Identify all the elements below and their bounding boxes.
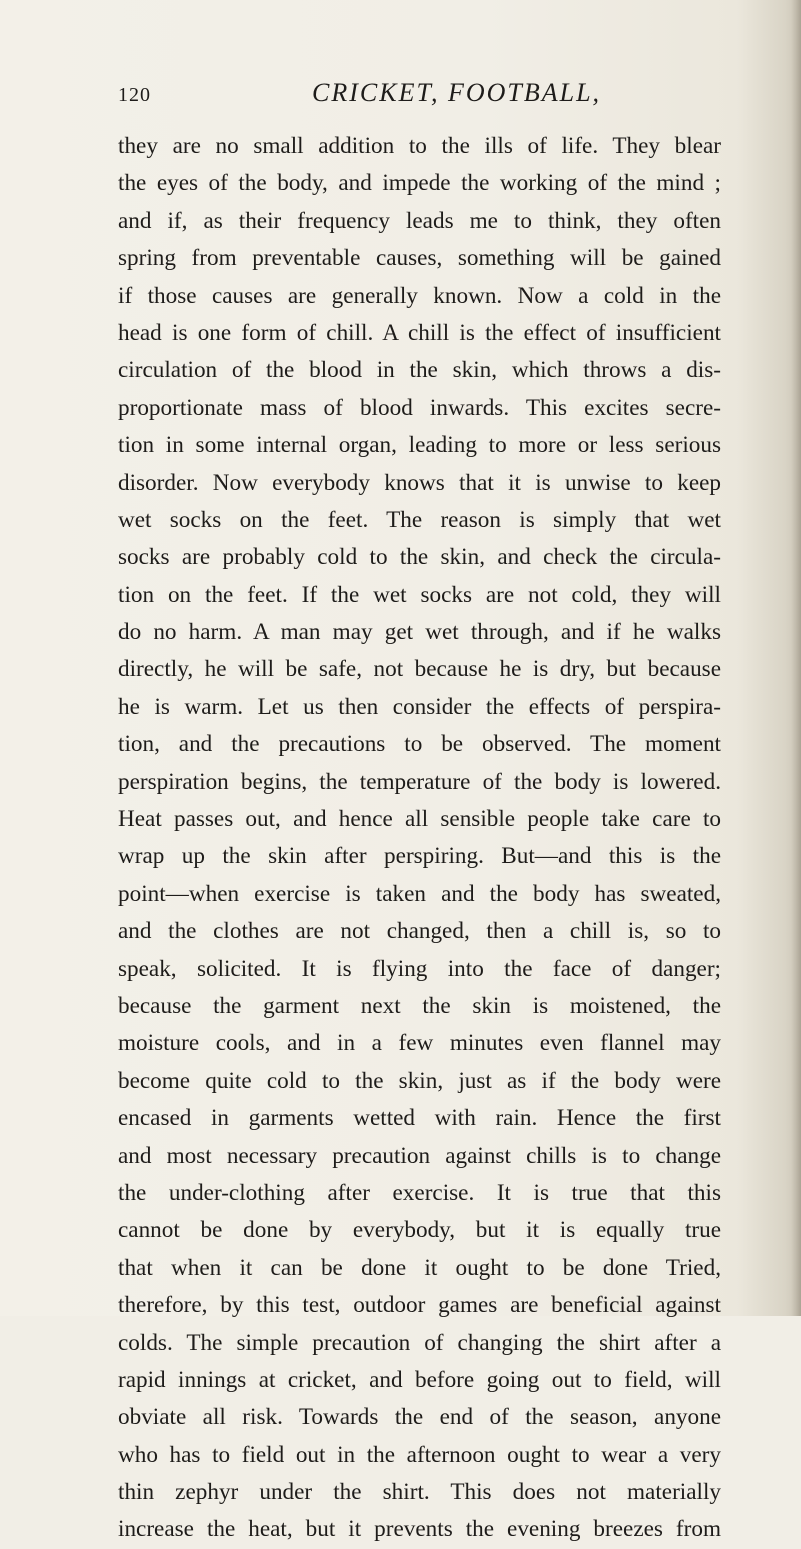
text-line: tion on the feet. If the wet socks are not cold, they will (118, 581, 721, 608)
text-line: wrap up the skin after perspiring. But—and this is the (118, 843, 721, 870)
text-line: therefore, by this test, outdoor games are beneficial against (118, 1292, 721, 1319)
text-line: he is warm. Let us then consider the effects of perspira- (118, 693, 721, 720)
text-line: if those causes are generally known. Now a cold in the (118, 282, 721, 309)
text-line: thin zephyr under the shirt. This does not materially (118, 1479, 721, 1506)
page-edge-shadow (791, 0, 801, 1316)
text-line: tion, and the precautions to be observed. The moment (118, 731, 721, 758)
text-line: they are no small addition to the ills of life. They blear (118, 133, 721, 159)
text-line: wet socks on the feet. The reason is simply that wet (118, 506, 721, 533)
text-line: and the clothes are not changed, then a chill is, so to (118, 918, 721, 945)
text-line: proportionate mass of blood inwards. This excites secre- (118, 394, 721, 421)
text-line: the under-clothing after exercise. It is true that this (118, 1179, 721, 1206)
text-line: head is one form of chill. A chill is the effect of insufficient (118, 319, 721, 346)
text-line: cannot be done by everybody, but it is equally true (118, 1217, 721, 1244)
text-line: and most necessary precaution against chills is to change (118, 1142, 721, 1169)
page-header (118, 78, 718, 112)
text-line: socks are probably cold to the skin, and check the circula- (118, 544, 721, 571)
text-line: disorder. Now everybody knows that it is unwise to keep (118, 469, 721, 496)
text-line: obviate all risk. Towards the end of the season, anyone (118, 1404, 721, 1431)
page-number: 120 (118, 84, 151, 106)
text-line: become quite cold to the skin, just as if the body were (118, 1067, 721, 1094)
text-line: speak, solicited. It is flying into the face of danger; (118, 955, 721, 982)
text-line: spring from preventable causes, something will be gained (118, 245, 721, 272)
text-line: that when it can be done it ought to be done Tried, (118, 1254, 721, 1281)
text-line: and if, as their frequency leads me to think, they often (118, 207, 721, 234)
text-line: rapid innings at cricket, and before going out to field, will (118, 1366, 721, 1393)
text-line: because the garment next the skin is moistened, the (118, 992, 721, 1019)
running-title: CRICKET, FOOTBALL, (312, 78, 602, 107)
text-line: who has to field out in the afternoon ought to wear a very (118, 1441, 721, 1468)
text-line: the eyes of the body, and impede the working of the mind ; (118, 170, 721, 197)
text-line: Heat passes out, and hence all sensible people take care to (118, 806, 721, 833)
text-line: encased in garments wetted with rain. Hence the first (118, 1105, 721, 1132)
text-line: point—when exercise is taken and the body has sweated, (118, 880, 721, 907)
text-line: directly, he will be safe, not because he is dry, but because (118, 656, 721, 683)
text-line: colds. The simple precaution of changing the shirt after a (118, 1329, 721, 1356)
text-line: perspiration begins, the temperature of the body is lowered. (118, 768, 721, 795)
text-line: circulation of the blood in the skin, which throws a dis- (118, 357, 721, 384)
text-line: increase the heat, but it prevents the evening breezes from (118, 1516, 721, 1543)
text-line: do no harm. A man may get wet through, and if he walks (118, 619, 721, 646)
text-line: tion in some internal organ, leading to more or less serious (118, 432, 721, 459)
body-text (118, 128, 721, 1549)
text-line: moisture cools, and in a few minutes even flannel may (118, 1030, 721, 1057)
